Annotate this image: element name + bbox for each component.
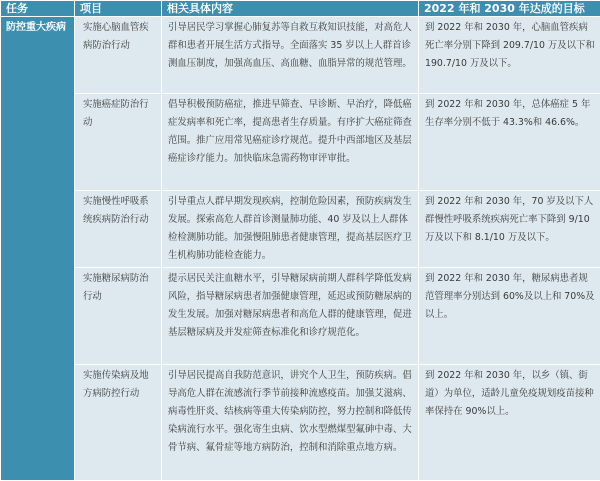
goal-cell: 到 2022 年和 2030 年，糖尿病患者规范管理率分别达到 60%及以上和 70%及以上。 — [419, 268, 600, 365]
table-row — [1, 17, 600, 94]
header-project: 项目 — [75, 1, 162, 17]
header-task: 任务 — [1, 1, 75, 17]
project-cell: 实施癌症防治行动 — [75, 94, 162, 191]
goal-cell: 到 2022 年和 2030 年，心脑血管疾病死亡率分别下降到 209.7/10 万及以下和 190.7/10 万及以下。 — [419, 17, 600, 94]
content-cell: 引导居民学习掌握心肺复苏等自救互救知识技能，对高危人群和患者开展生活方式指导。全面落实 35 岁以上人群首诊测血压制度，加强高血压、高血糖、血脂异常的规范管理。 — [162, 17, 419, 94]
table-header-row — [1, 1, 600, 17]
table-row — [1, 365, 600, 481]
project-cell: 实施传染病及地方病防控行动 — [75, 365, 162, 481]
goal-cell: 到 2022 年和 2030 年，总体癌症 5 年生存率分别不低于 43.3%和 46.6%。 — [419, 94, 600, 191]
project-cell: 实施慢性呼吸系统疾病防治行动 — [75, 191, 162, 268]
task-cell: 防控重大疾病 — [1, 17, 75, 481]
table-row — [1, 268, 600, 365]
content-cell: 引导重点人群早期发现疾病，控制危险因素，预防疾病发生发展。探索高危人群首诊测量肺功能、40 岁及以上人群体检检测肺功能。加强慢阻肺患者健康管理，提高基层医疗卫生机构肺功能检查能力。 — [162, 191, 419, 268]
content-cell: 提示居民关注血糖水平，引导糖尿病前期人群科学降低发病风险，指导糖尿病患者加强健康管理，延迟或预防糖尿病的发生发展。加强对糖尿病患者和高危人群的健康管理，促进基层糖尿病及并发症筛查标准化和诊疗规范化。 — [162, 268, 419, 365]
header-goal: 2022 年和 2030 年达成的目标 — [419, 1, 600, 17]
goal-cell: 到 2022 年和 2030 年，70 岁及以下人群慢性呼吸系统疾病死亡率下降到 9/10 万及以下和 8.1/10 万及以下。 — [419, 191, 600, 268]
content-cell: 倡导积极预防癌症，推进早筛查、早诊断、早治疗，降低癌症发病率和死亡率，提高患者生存质量。有序扩大癌症筛查范围。推广应用常见癌症诊疗规范。提升中西部地区及基层癌症诊疗能力。加快临床急需药物审评审批。 — [162, 94, 419, 191]
content-cell: 引导居民提高自我防范意识，讲究个人卫生，预防疾病。倡导高危人群在流感流行季节前接种流感疫苗。加强艾滋病、病毒性肝炎、结核病等重大传染病防控，努力控制和降低传染病流行水平。强化寄生虫病、饮水型燃煤型氟砷中毒、大骨节病、氟骨症等地方病防治，控制和消除重点地方病。 — [162, 365, 419, 481]
table-row — [1, 191, 600, 268]
project-cell: 实施心脑血管疾病防治行动 — [75, 17, 162, 94]
goal-cell: 到 2022 年和 2030 年，以乡（镇、街道）为单位，适龄儿童免疫规划疫苗接种率保持在 90%以上。 — [419, 365, 600, 481]
project-cell: 实施糖尿病防治行动 — [75, 268, 162, 365]
table-row — [1, 94, 600, 191]
header-content: 相关具体内容 — [162, 1, 419, 17]
